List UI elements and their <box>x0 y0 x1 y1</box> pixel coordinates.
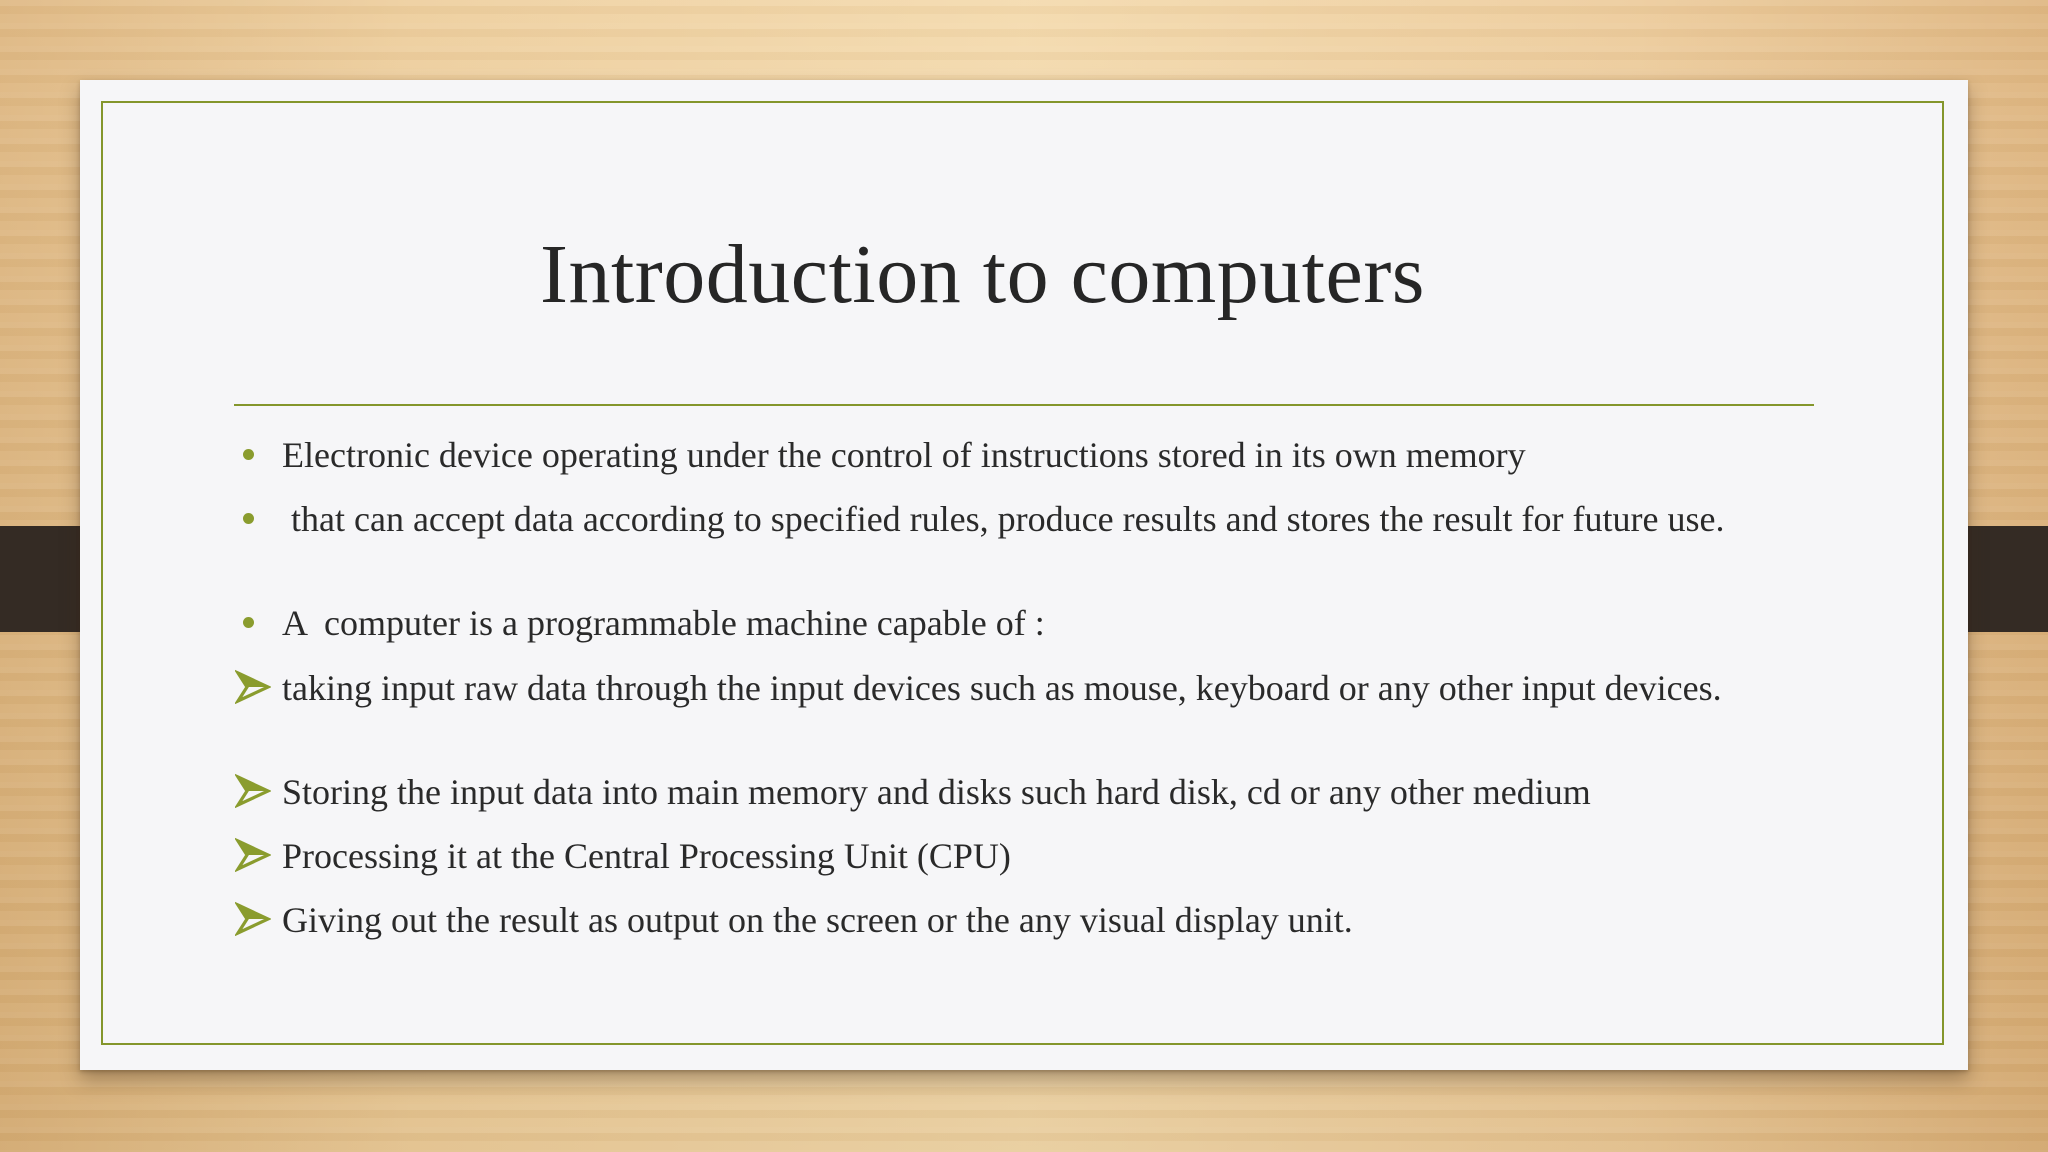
arrow-bullet-icon <box>235 836 275 876</box>
slide-title: Introduction to computers <box>540 228 1425 321</box>
bullet-item <box>282 668 1822 708</box>
bullet-text: Processing it at the Central Processing Unit (CPU) <box>282 836 1011 876</box>
arrow-bullet-icon <box>235 668 275 708</box>
bullet-item <box>282 499 1822 539</box>
bullet-text: Storing the input data into main memory and disks such hard disk, cd or any other medium <box>282 772 1591 812</box>
bullet-item <box>282 900 1822 940</box>
bullet-text: A computer is a programmable machine capable of : <box>282 603 1045 643</box>
bullet-dot-icon <box>235 435 275 475</box>
arrow-bullet-icon <box>235 900 275 940</box>
bullet-text: Electronic device operating under the control of instructions stored in its own memory <box>282 435 1526 475</box>
bullet-item <box>282 772 1822 812</box>
bullet-item <box>282 836 1822 876</box>
bullet-text: taking input raw data through the input devices such as mouse, keyboard or any other input devices. <box>282 668 1722 708</box>
bullet-dot-icon <box>235 603 275 643</box>
bullet-item <box>282 435 1822 475</box>
bullet-text: that can accept data according to specified rules, produce results and stores the result for future use. <box>282 499 1725 539</box>
bullet-dot-icon <box>235 499 275 539</box>
arrow-bullet-icon <box>235 772 275 812</box>
bullet-text: Giving out the result as output on the screen or the any visual display unit. <box>282 900 1353 940</box>
bullet-item <box>282 603 1822 643</box>
